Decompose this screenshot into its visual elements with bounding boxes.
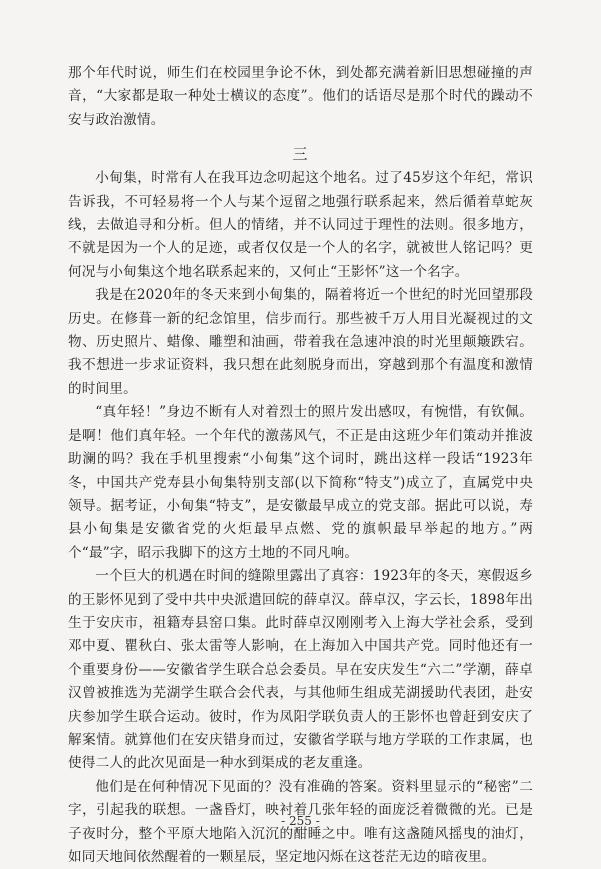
page-number: - 255 -: [281, 814, 320, 828]
paragraph: 他们是在何种情况下见面的？没有准确的答案。资料里显示的“秘密”二字，引起我的联想。一盏昏灯，映衬着几张年轻的面庞泛着微微的光。已是子夜时分，整个平原大地陷入沉沉的酣睡之中。唯有这盏随风摇曳的油灯，如同天地间依然醒着的一颗星辰，坚定地闪烁在这苍茫无边的暗夜里。: [68, 778, 533, 865]
paragraph: 小甸集，时常有人在我耳边念叨起这个地名。过了45岁这个年纪，常识告诉我，不可轻易将一个人与某个逗留之地强行联系起来，然后循着草蛇灰线，去做追寻和分析。但人的情绪，并不认同过于理性的法则。很多地方，不就是因为一个人的足迹，或者仅仅是一个人的名字，就被世人铭记吗？更何况与小甸集这个地名联系起来的，又何止“王影怀”这一个名字。: [68, 170, 533, 280]
paragraph: 一个巨大的机遇在时间的缝隙里露出了真容：1923年的冬天，寒假返乡的王影怀见到了受中共中央派遣回皖的薛卓汉。薛卓汉，字云长，1898年出生于安庆市，祖籍寿县窑口集。此时薛卓汉刚刚考入上海大学社会系，受到邓中夏、瞿秋白、张太雷等人影响，在上海加入中国共产党。同时他还有一个重要身份——安徽省学生联合总会委员。早在安庆发生“六二”学潮，薛卓汉曾被推选为芜湖学生联合会代表，与其他师生组成芜湖援助代表团，赴安庆参加学生联合运动。彼时，作为凤阳学联负责人的王影怀也曾赶到安庆了解案情。就算他们在安庆错身而过，安徽省学联与地方学联的工作隶属，也使得二人的此次见面是一种水到渠成的老友重逢。: [68, 568, 533, 772]
paragraph: 我是在2020年的冬天来到小甸集的，隔着将近一个世纪的时光回望那段历史。在修葺一新的纪念馆里，信步而行。那些被千万人用目光凝视过的文物、历史照片、蜡像、雕塑和油画，带着我在急速冲浪的时光里颠簸跌宕。我不想进一步求证资料，我只想在此刻脱身而出，穿越到那个有温度和激情的时间里。: [68, 287, 533, 397]
section-title: 三: [292, 145, 309, 164]
paragraph-continued: 那个年代时说，师生们在校园里争论不休，到处都充满着新旧思想碰撞的声音，“大家都是取一种处士横议的态度”。他们的话语尽是那个时代的躁动不安与政治激情。: [68, 65, 533, 128]
paragraph: “真年轻！”身边不断有人对着烈士的照片发出感叹，有惋惜，有钦佩。是啊！他们真年轻。一个年代的激荡风气，不正是由这班少年们策动并推波助澜的吗？我在手机里搜索“小甸集”这个词时，跳出这样一段话“1923年冬，中国共产党寿县小甸集特别支部(以下简称“特支”)成立了，直属党中央领导。据考证，小甸集“特支”，是安徽最早成立的党支部。据此可以说，寿县小甸集是安徽省党的火炬最早点燃、党的旗帜最早举起的地方。”两个“最”字，昭示我脚下的这方土地的不同凡响。: [68, 404, 533, 561]
